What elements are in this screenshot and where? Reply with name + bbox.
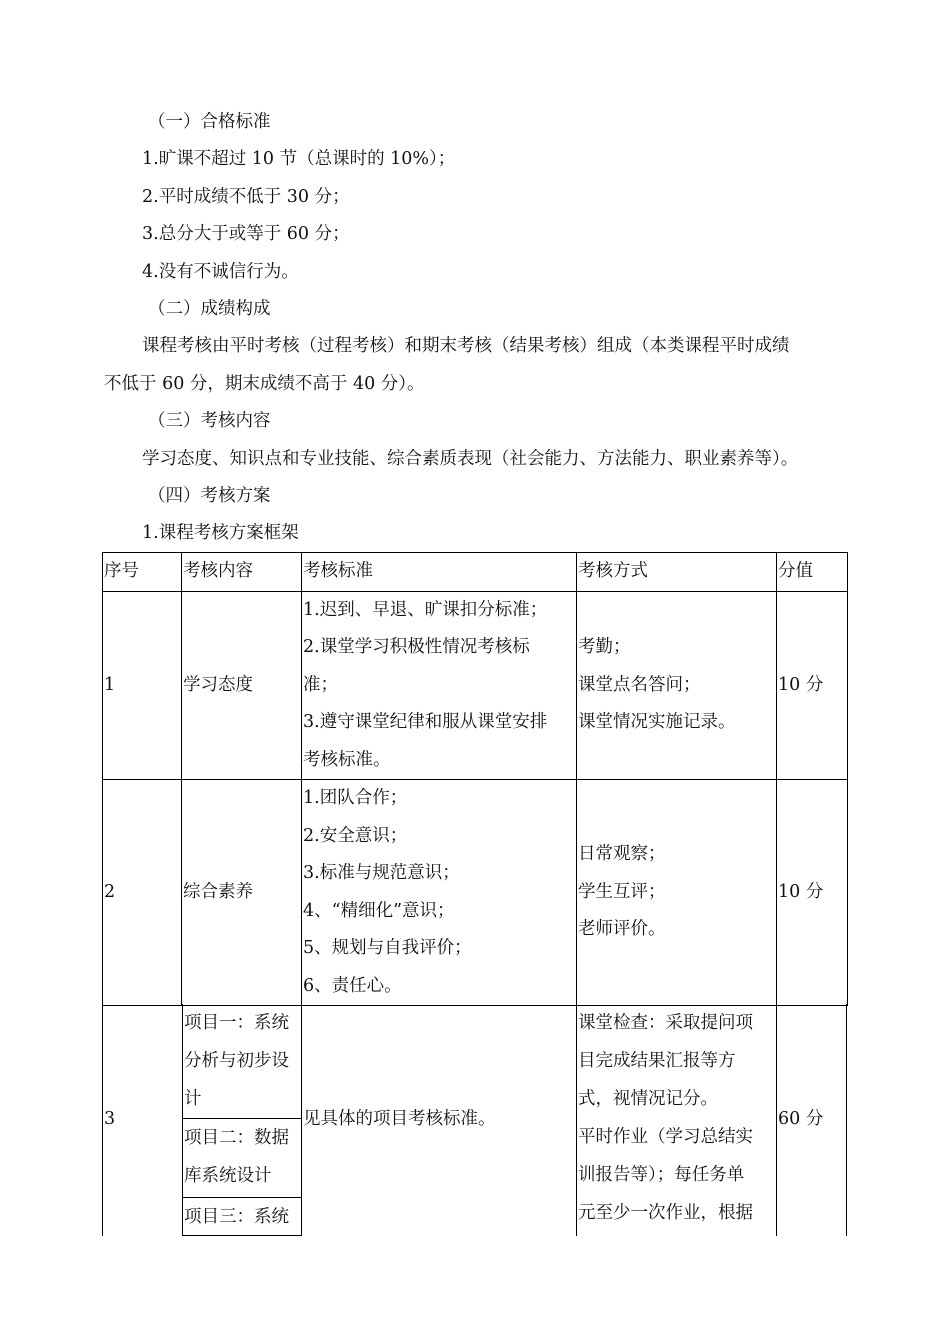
project-line: 分析与初步设 <box>184 1051 289 1071</box>
standard-line: 2.安全意识； <box>303 825 408 846</box>
assessment-table <box>102 552 848 1006</box>
project-line: 项目一：系统 <box>184 1013 289 1033</box>
table-header-row <box>103 553 848 592</box>
subheading: 1.课程考核方案框架 <box>142 523 299 543</box>
standard-line: 1.团队合作； <box>303 788 408 808</box>
project-line: 项目二：数据 <box>184 1128 289 1148</box>
table-cell-no: 1 <box>103 591 182 780</box>
section-heading-4: （四）考核方案 <box>148 486 271 506</box>
method-line: 训报告等）；每任务单 <box>578 1165 745 1185</box>
method-line: 式，视情况记分。 <box>578 1089 718 1109</box>
table-cell-project <box>184 1004 289 1118</box>
project-line: 项目三：系统 <box>184 1207 289 1227</box>
table-border <box>301 1004 302 1236</box>
table-cell-score: 60 分 <box>778 1109 824 1129</box>
standard-line: 2.课堂学习积极性情况考核标 <box>303 637 530 657</box>
table-cell-no: 2 <box>103 780 182 1006</box>
paragraph: 学习态度、知识点和专业技能、综合素质表现（社会能力、方法能力、职业素养等）。 <box>142 449 799 469</box>
standard-line: 6、责任心。 <box>303 975 402 996</box>
table-border <box>102 1004 103 1236</box>
standard-line: 5、规划与自我评价； <box>303 938 472 958</box>
section-heading-3: （三）考核内容 <box>148 411 271 431</box>
method-line: 目完成结果汇报等方 <box>578 1051 736 1071</box>
list-item: 2.平时成绩不低于 30 分； <box>142 187 350 207</box>
method-line: 考勤； <box>578 637 631 657</box>
list-item: 1.旷课不超过 10 节（总课时的 10%）； <box>142 149 456 169</box>
project-line: 库系统设计 <box>184 1166 272 1186</box>
method-line: 学生互评； <box>578 881 666 902</box>
paragraph-line: 不低于 60 分，期末成绩不高于 40 分）。 <box>104 374 425 394</box>
method-line: 课堂检查：采取提问项 <box>578 1013 753 1033</box>
table-header-cell: 考核内容 <box>182 553 302 592</box>
table-row-continued <box>102 1004 847 1236</box>
table-cell-content: 综合素养 <box>182 780 302 1006</box>
table-header-cell: 序号 <box>103 553 182 592</box>
table-border <box>846 1004 847 1236</box>
method-line: 课堂情况实施记录。 <box>578 712 736 732</box>
table-cell-no: 3 <box>104 1109 116 1129</box>
method-line: 平时作业（学习总结实 <box>578 1127 753 1147</box>
standard-line: 4、“精细化”意识； <box>303 900 455 921</box>
table-header-cell: 分值 <box>777 553 848 592</box>
table-cell-score: 10 分 <box>777 780 848 1006</box>
paragraph-line: 课程考核由平时考核（过程考核）和期末考核（结果考核）组成（本类课程平时成绩 <box>142 336 790 356</box>
table-cell-project <box>184 1198 289 1236</box>
table-cell-standard: 见具体的项目考核标准。 <box>303 1109 496 1129</box>
table-cell-score: 10 分 <box>777 591 848 780</box>
table-border <box>182 1004 183 1236</box>
standard-line: 3.遵守课堂纪律和服从课堂安排 <box>303 712 548 732</box>
table-cell-standard <box>302 780 577 1006</box>
method-line: 日常观察； <box>578 844 666 865</box>
list-item: 4.没有不诚信行为。 <box>142 262 299 282</box>
table-border <box>576 1004 577 1236</box>
table-cell-method <box>577 591 777 780</box>
section-heading-1: （一）合格标准 <box>148 112 271 132</box>
list-item: 3.总分大于或等于 60 分； <box>142 224 350 244</box>
method-line: 课堂点名答问； <box>578 674 701 695</box>
table-cell-project <box>184 1119 289 1195</box>
standard-line: 考核标准。 <box>303 749 391 770</box>
table-cell-method <box>577 780 777 1006</box>
section-heading-2: （二）成绩构成 <box>148 299 271 319</box>
project-line: 计 <box>184 1089 202 1109</box>
method-line: 老师评价。 <box>578 919 666 940</box>
standard-line: 准； <box>303 674 338 695</box>
table-cell-standard <box>302 591 577 780</box>
table-header-cell: 考核方式 <box>577 553 777 592</box>
table-header-cell: 考核标准 <box>302 553 577 592</box>
method-line: 元至少一次作业，根据 <box>578 1203 753 1223</box>
table-row <box>103 591 848 780</box>
table-row <box>103 780 848 1006</box>
table-cell-method <box>578 1004 753 1232</box>
standard-line: 1.迟到、早退、旷课扣分标准； <box>303 599 548 620</box>
table-cell-content: 学习态度 <box>182 591 302 780</box>
table-border <box>776 1004 777 1236</box>
standard-line: 3.标准与规范意识； <box>303 863 460 883</box>
